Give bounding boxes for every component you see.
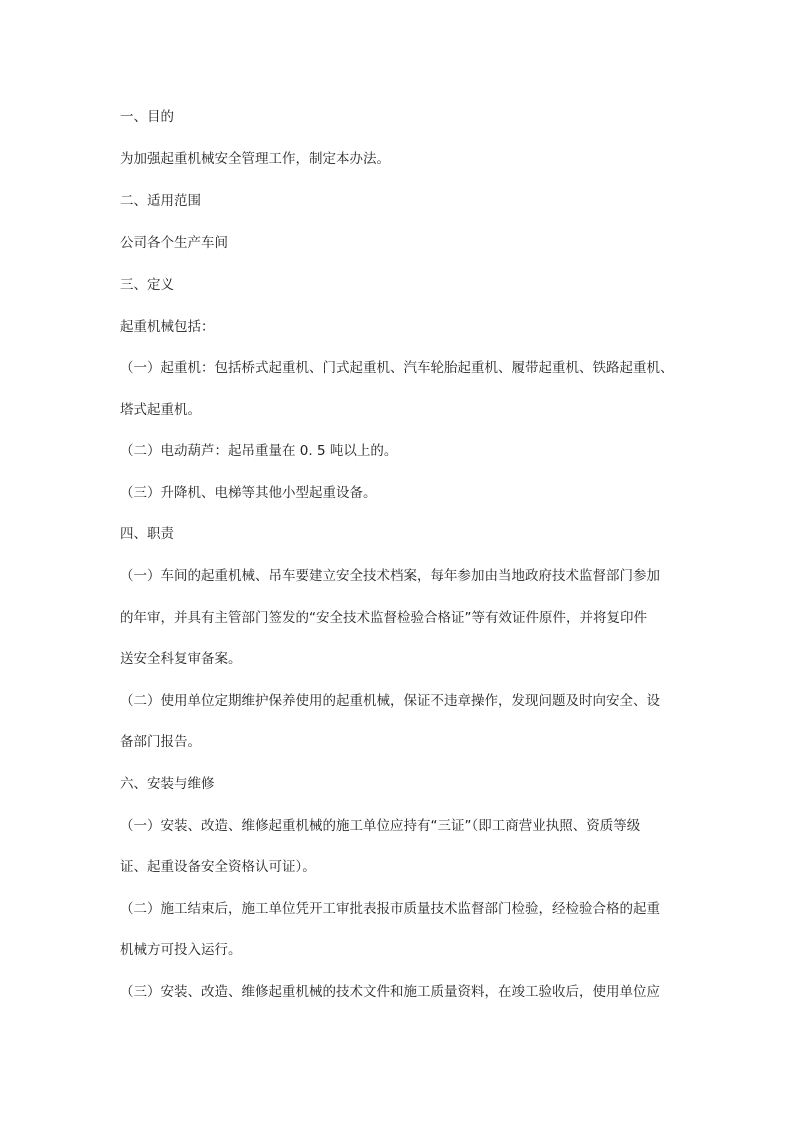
definition-item-3: （三）升降机、电梯等其他小型起重设备。 bbox=[120, 485, 377, 501]
installation-item-1-line-1: （一）安装、改造、维修起重机械的施工单位应持有“三证”（即工商营业执照、资质等级 bbox=[120, 818, 641, 834]
definition-item-2: （二）电动葫芦：起吊重量在 0. 5 吨以上的。 bbox=[120, 443, 398, 459]
definition-item-1-line-1: （一）起重机：包括桥式起重机、门式起重机、汽车轮胎起重机、履带起重机、铁路起重机、 bbox=[120, 360, 674, 376]
paragraph-scope: 公司各个生产车间 bbox=[120, 235, 228, 251]
heading-definition: 三、定义 bbox=[120, 277, 174, 293]
responsibility-item-1-line-3: 送安全科复审备案。 bbox=[120, 651, 242, 667]
heading-purpose: 一、目的 bbox=[120, 109, 174, 125]
paragraph-definition-intro: 起重机械包括： bbox=[120, 319, 215, 335]
responsibility-item-1-line-1: （一）车间的起重机械、吊车要建立安全技术档案，每年参加由当地政府技术监督部门参加 bbox=[120, 568, 660, 584]
heading-responsibilities: 四、职责 bbox=[120, 526, 174, 542]
responsibility-item-1-line-2: 的年审，并具有主管部门签发的“安全技术监督检验合格证”等有效证件原件，并将复印件 bbox=[120, 610, 647, 626]
installation-item-2-line-2: 机械方可投入运行。 bbox=[120, 942, 242, 958]
heading-installation: 六、安装与维修 bbox=[120, 776, 215, 792]
responsibility-item-2-line-2: 备部门报告。 bbox=[120, 734, 201, 750]
installation-item-2-line-1: （二）施工结束后，施工单位凭开工审批表报市质量技术监督部门检验，经检验合格的起重 bbox=[120, 901, 660, 917]
paragraph-purpose: 为加强起重机械安全管理工作，制定本办法。 bbox=[120, 151, 390, 167]
heading-scope: 二、适用范围 bbox=[120, 193, 201, 209]
installation-item-1-line-2: 证、起重设备安全资格认可证）。 bbox=[120, 859, 316, 875]
responsibility-item-2-line-1: （二）使用单位定期维护保养使用的起重机械，保证不违章操作，发现问题及时向安全、设 bbox=[120, 693, 660, 709]
definition-item-1-line-2: 塔式起重机。 bbox=[120, 402, 201, 418]
installation-item-3-line-1: （三）安装、改造、维修起重机械的技术文件和施工质量资料，在竣工验收后，使用单位应 bbox=[120, 984, 660, 1000]
